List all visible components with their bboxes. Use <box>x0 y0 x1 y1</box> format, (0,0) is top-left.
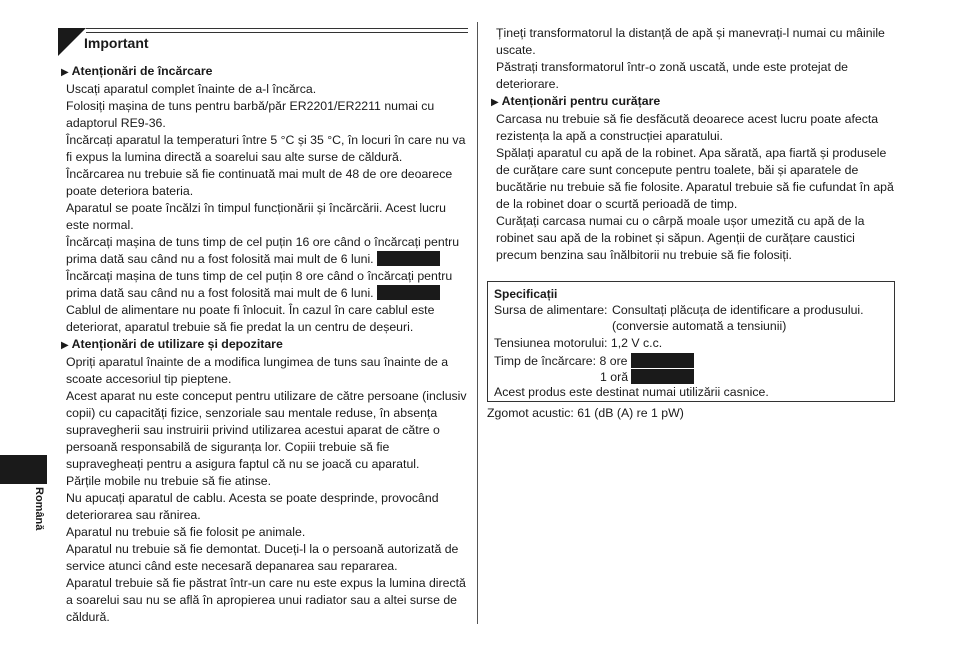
charging-time <box>494 353 694 368</box>
power-supply-note: (conversie automată a tensiunii) <box>612 319 787 333</box>
usage-para-3: Părțile mobile nu trebuie să fie atinse. <box>66 474 272 488</box>
redaction-block <box>377 285 440 300</box>
usage-para-5: Aparatul nu trebuie să fie folosit pe animale. <box>66 525 306 539</box>
motor-voltage: Tensiunea motorului: 1,2 V c.c. <box>494 336 663 350</box>
cleaning-para-1: Carcasa nu trebuie să fie desfăcută deoarece acest lucru poate afecta rezistența la apă a construcției aparatului. <box>496 112 879 143</box>
power-supply-label: Sursa de alimentare: <box>494 303 608 317</box>
usage-para-7: Aparatul trebuie să fie păstrat într-un care nu este expus la lumina directă a soarelui sau nu se află în apropierea unui radiator sau a altei surse de căldură. <box>66 576 466 624</box>
specifications-title: Specificații <box>494 287 558 301</box>
transformer-para-2: Păstrați transformatorul într-o zonă uscată, unde este protejat de deteriorare. <box>496 60 849 91</box>
column-divider <box>477 22 478 624</box>
important-heading-bar <box>58 28 468 56</box>
power-supply-value: Consultați plăcuța de identificare a produsului. <box>612 303 864 317</box>
charging-time-alt-text: 1 oră <box>600 370 629 384</box>
charging-para-4: Încărcarea nu trebuie să fie continuată mai mult de 48 de ore deoarece poate deteriora bateria. <box>66 167 453 198</box>
transformer-para-1: Țineți transformatorul la distanță de apă și manevrați-l numai cu mâinile uscate. <box>496 26 885 57</box>
corner-triangle-icon <box>58 28 86 56</box>
redaction-block <box>631 369 694 384</box>
redaction-block <box>377 251 440 266</box>
charging-para-7-text: Încărcați mașina de tuns timp de cel puțin 8 ore când o încărcați pentru prima dată sau când nu a fost folosită mai mult de 6 luni. <box>66 269 453 300</box>
usage-para-2: Acest aparat nu este conceput pentru utilizare de către persoane (inclusiv copii) cu capacități fizice, senzoriale sau mentale reduse, în absența supravegherii sau instruirii privind utilizarea acestui aparat de către o persoană responsabilă de siguranța lor. Copiii trebuie să fie supravegheați pentru a asigura faptul că nu se joacă cu aparatul. <box>66 389 467 471</box>
section-charging-label: Atenționări de încărcare <box>71 64 213 78</box>
charging-para-1: Uscați aparatul complet înainte de a-l încărca. <box>66 82 317 96</box>
charging-para-6-text: Încărcați mașina de tuns timp de cel puțin 16 ore când o încărcați pentru prima dată sau când nu a fost folosită mai mult de 6 luni. <box>66 235 460 266</box>
charging-para-8: Cablul de alimentare nu poate fi înlocuit. În cazul în care cablul este deteriorat, aparatul trebuie să fie predat la un centru de deșeuri. <box>66 303 435 334</box>
household-note: Acest produs este destinat numai utilizării casnice. <box>494 385 769 399</box>
usage-para-1: Opriți aparatul înainte de a modifica lungimea de tuns sau înainte de a scoate accesoriul tip pieptene. <box>66 355 449 386</box>
charging-para-7 <box>60 268 468 302</box>
cleaning-para-2: Spălați aparatul cu apă de la robinet. Apa sărată, apa fiartă și produsele de curățare care sunt concepute pentru toalete, băi și aparatele de bucătărie nu trebuie să fie folosite. Aparatul trebuie să fie cufundat în apă de la robinet doar o scurtă perioadă de timp. <box>496 146 894 211</box>
charging-para-6 <box>60 234 468 268</box>
acoustic-noise: Zgomot acustic: 61 (dB (A) re 1 pW) <box>487 406 684 420</box>
section-cleaning-title <box>490 93 895 111</box>
charging-para-3: Încărcați aparatul la temperaturi între 5 °C și 35 °C, în locuri în care nu va fi expus la lumina directă a soarelui sau alte surse de căldură. <box>66 133 466 164</box>
charging-para-5: Aparatul se poate încălzi în timpul funcționării și încărcării. Acest lucru este normal. <box>66 201 447 232</box>
language-tab-label: Română <box>33 487 45 531</box>
usage-para-6: Aparatul nu trebuie să fie demontat. Duceți-l la o persoană autorizată de service atunci când este necesară depanarea sau repararea. <box>66 542 459 573</box>
charging-para-2: Folosiți mașina de tuns pentru barbă/păr ER2201/ER2211 numai cu adaptorul RE9-36. <box>66 99 435 130</box>
charging-time-alt <box>600 369 694 384</box>
left-column <box>60 63 468 626</box>
arrow-right-icon: ▶ <box>491 97 499 108</box>
important-heading: Important <box>84 35 149 51</box>
usage-para-4: Nu apucați aparatul de cablu. Acesta se poate desprinde, provocând deteriorarea sau rănirea. <box>66 491 439 522</box>
charging-time-text: Timp de încărcare: 8 ore <box>494 354 628 368</box>
arrow-right-icon: ▶ <box>61 340 69 351</box>
section-usage-title <box>60 336 468 354</box>
cleaning-para-3: Curățați carcasa numai cu o cârpă moale ușor umezită cu apă de la robinet sau apă de la robinet și săpun. Agenții de curățare caustici precum benzina sau înălbitorii nu trebuie să fie folosiți. <box>496 214 865 262</box>
right-column <box>490 25 895 264</box>
heading-rule-top <box>86 28 468 29</box>
section-cleaning-label: Atenționări pentru curățare <box>501 94 661 108</box>
specifications-box <box>487 281 895 402</box>
redaction-block <box>631 353 694 368</box>
heading-rule-bottom <box>86 32 468 33</box>
section-usage-label: Atenționări de utilizare și depozitare <box>71 337 283 351</box>
language-tab-block <box>0 455 47 484</box>
arrow-right-icon: ▶ <box>61 67 69 78</box>
section-charging-title <box>60 63 468 81</box>
